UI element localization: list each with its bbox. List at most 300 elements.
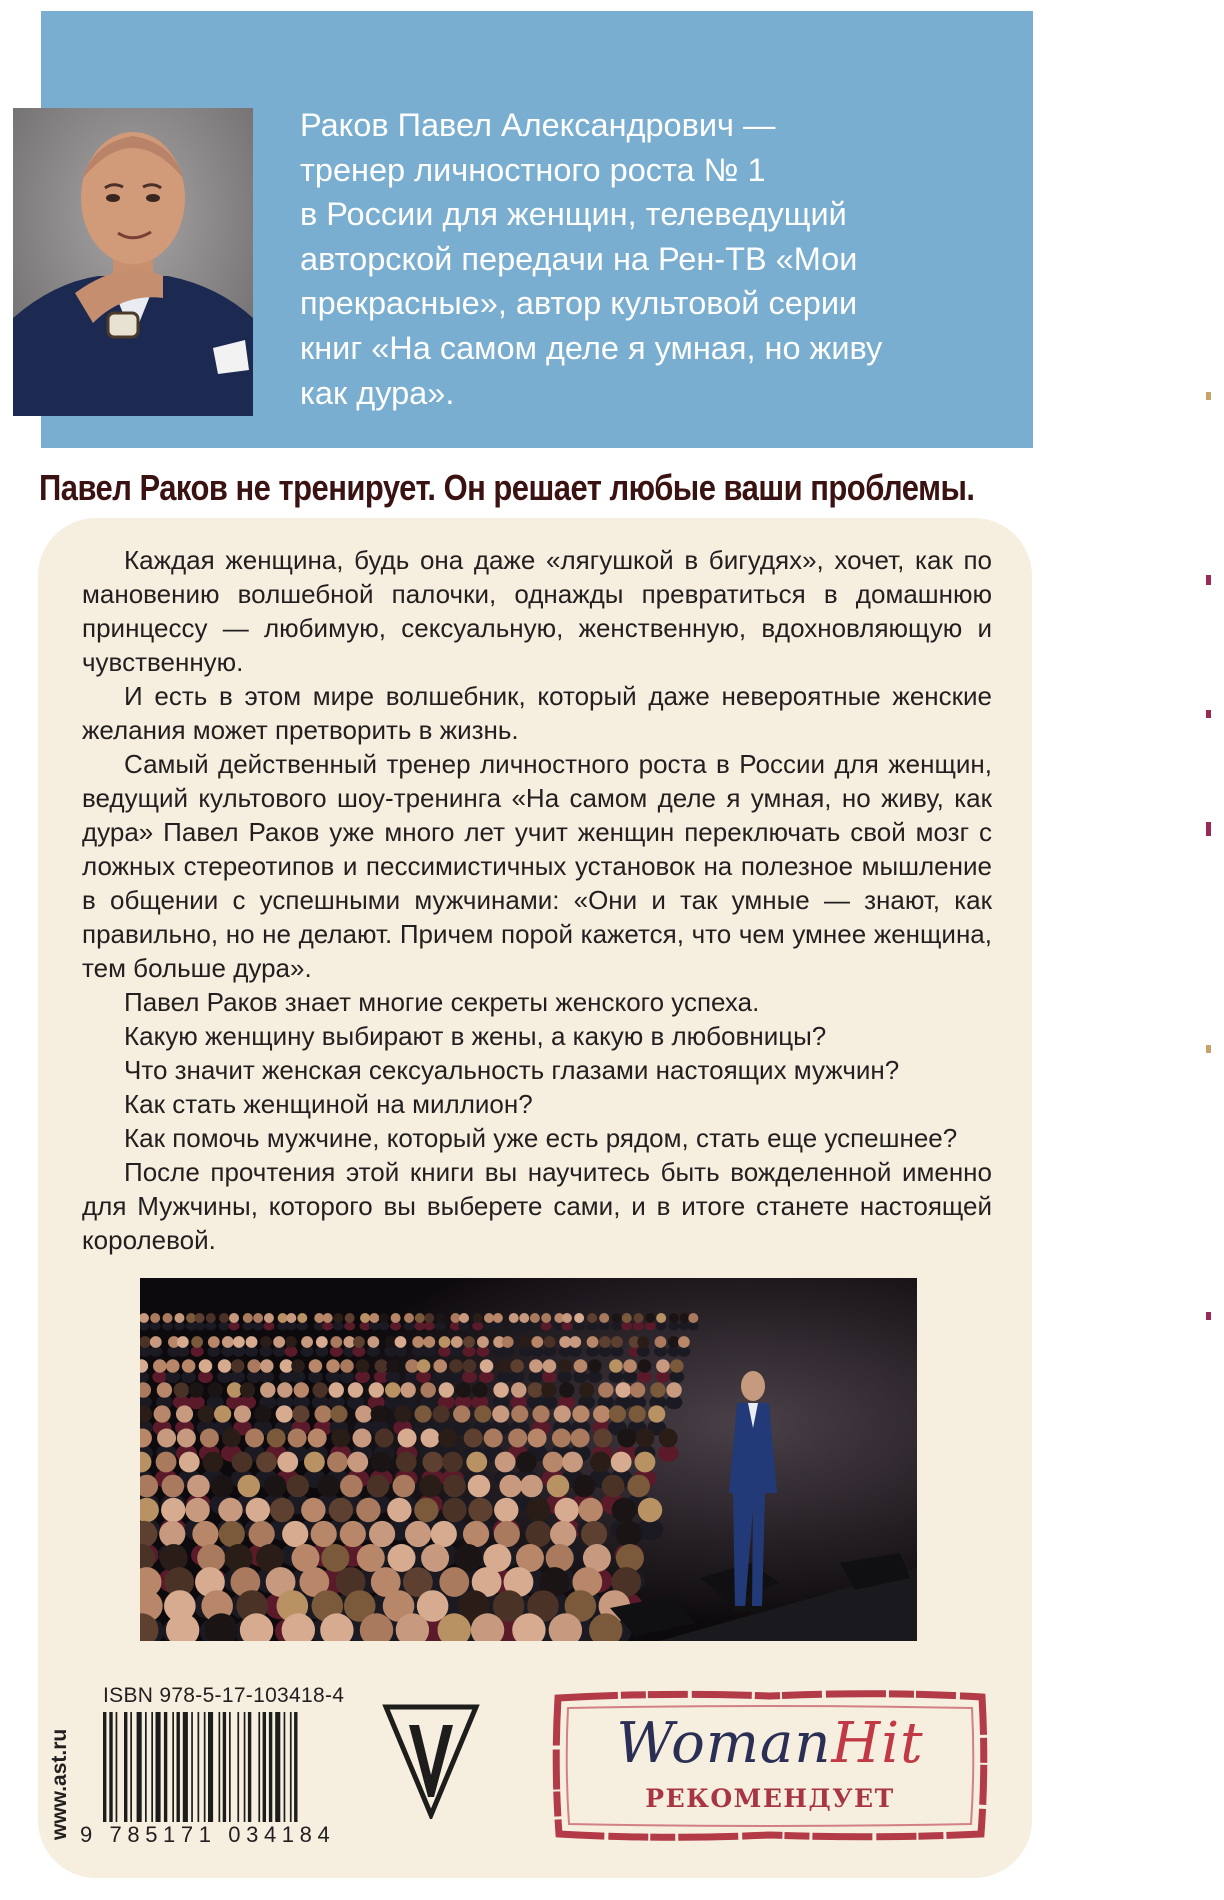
barcode-bar	[191, 1712, 193, 1822]
audience-head	[388, 1544, 416, 1572]
audience-head	[163, 1313, 173, 1323]
audience-head	[294, 1382, 309, 1397]
audience-head	[219, 1313, 229, 1323]
audience-head	[234, 1405, 251, 1422]
audience-head	[511, 1382, 526, 1397]
audience-head	[472, 1382, 487, 1397]
audience-head	[599, 1313, 609, 1323]
audience-head	[615, 1382, 630, 1397]
audience-head	[495, 1452, 516, 1473]
bio-line: прекрасные», автор культовой серии	[300, 285, 858, 322]
audience-head	[333, 1313, 343, 1323]
audience-head	[509, 1313, 519, 1323]
description-paragraph: Каждая женщина, будь она даже «лягушкой в бигудях», хочет, как по мановению волшебной палочки, однажды превратиться в домашнюю принцессу — любимую, сексуальную, женственную, вдохновляющую и чувственную.	[82, 545, 992, 677]
audience-head	[186, 1313, 196, 1323]
bio-line: тренер личностного роста № 1	[300, 151, 766, 188]
audience-head	[331, 1429, 350, 1448]
audience-head	[578, 1498, 602, 1522]
audience-head	[348, 1382, 363, 1397]
audience-head	[327, 1452, 348, 1473]
audience-head	[433, 1359, 447, 1373]
audience-head	[177, 1336, 189, 1348]
description-paragraph: И есть в этом мире волшебник, который даже невероятные женские желания может претворить в жизнь.	[82, 681, 992, 745]
audience-head	[174, 1382, 189, 1397]
audience-head	[414, 1498, 438, 1522]
audience-head	[494, 1498, 518, 1522]
audience-head	[439, 1336, 451, 1348]
audience-head	[198, 1405, 215, 1422]
barcode-bar	[263, 1712, 266, 1822]
audience-head	[678, 1336, 690, 1348]
audience-head	[473, 1313, 483, 1323]
audience-head	[189, 1382, 204, 1397]
audience-head	[157, 1382, 172, 1397]
audience-head	[286, 1313, 296, 1323]
audience-head	[550, 1521, 576, 1547]
audience-head	[668, 1336, 680, 1348]
audience-head	[562, 1452, 583, 1473]
edge-trim-mark	[1206, 392, 1211, 400]
audience-head	[206, 1313, 216, 1323]
audience-head	[285, 1336, 297, 1348]
portrait-illustration	[13, 108, 253, 416]
audience-head	[609, 1359, 623, 1373]
audience-head	[438, 1429, 457, 1448]
barcode-bar	[208, 1712, 213, 1822]
audience-head	[541, 1382, 556, 1397]
audience-head	[355, 1405, 372, 1422]
audience-head	[323, 1313, 333, 1323]
audience-head	[450, 1313, 460, 1323]
audience-head	[330, 1405, 347, 1422]
audience-head	[369, 1521, 395, 1547]
audience-head	[379, 1313, 389, 1323]
audience-head	[208, 1382, 223, 1397]
audience-head	[243, 1313, 253, 1323]
audience-head	[316, 1336, 328, 1348]
audience-head	[516, 1452, 537, 1473]
audience-head	[529, 1359, 543, 1373]
audience-head	[443, 1475, 466, 1498]
barcode-bar	[137, 1712, 142, 1822]
barcode-bar	[275, 1712, 280, 1822]
stamp-brand-woman: Woman	[616, 1711, 832, 1776]
audience-head	[474, 1405, 491, 1422]
audience-head	[627, 1475, 650, 1498]
audience-head	[254, 1405, 271, 1422]
audience-head	[466, 1452, 487, 1473]
audience-head	[421, 1544, 449, 1572]
audience-head	[635, 1452, 656, 1473]
audience-head	[219, 1521, 245, 1547]
audience-head	[191, 1336, 203, 1348]
barcode-bar	[156, 1712, 161, 1822]
description-paragraph: Как стать женщиной на миллион?	[124, 1089, 533, 1119]
audience-head	[611, 1313, 621, 1323]
audience-head	[240, 1382, 255, 1397]
audience-head	[154, 1405, 171, 1422]
audience-head	[317, 1475, 340, 1498]
audience-head	[395, 1336, 407, 1348]
audience-head	[386, 1359, 400, 1373]
audience-head	[587, 1313, 597, 1323]
audience-head	[385, 1382, 400, 1397]
audience-head	[218, 1359, 232, 1373]
audience-head	[176, 1405, 193, 1422]
audience-head	[616, 1521, 642, 1547]
audience-head	[547, 1475, 570, 1498]
audience-head	[292, 1405, 309, 1422]
bio-line: Раков Павел Александрович —	[300, 107, 776, 143]
audience-head	[260, 1359, 274, 1373]
audience-head	[375, 1359, 389, 1373]
audience-head	[177, 1429, 196, 1448]
v-triangle-logo-icon	[382, 1703, 480, 1819]
audience-head	[656, 1313, 666, 1323]
audience-head	[412, 1336, 424, 1348]
description-text	[82, 543, 992, 1257]
audience-head	[329, 1498, 353, 1522]
barcode-bar	[269, 1712, 272, 1822]
audience-head	[229, 1313, 239, 1323]
audience-head	[468, 1475, 491, 1498]
audience-head	[508, 1429, 527, 1448]
audience-head	[367, 1475, 390, 1498]
barcode-bar	[248, 1712, 251, 1822]
audience-head	[559, 1336, 571, 1348]
audience-head	[612, 1498, 636, 1522]
audience-head	[442, 1498, 466, 1522]
audience-head	[622, 1313, 632, 1323]
barcode-bar	[145, 1712, 147, 1822]
audience-head	[329, 1382, 344, 1397]
audience-head	[277, 1452, 298, 1473]
audience-head	[617, 1429, 636, 1448]
headline: Павел Раков не тренирует. Он решает любые ваши проблемы.	[39, 467, 975, 508]
barcode-bar	[290, 1712, 292, 1822]
audience-head	[182, 1359, 196, 1373]
barcode-bar	[204, 1712, 206, 1822]
barcode-bar	[109, 1712, 112, 1822]
barcode-bar	[130, 1712, 132, 1822]
audience-head	[419, 1475, 442, 1498]
audience-head	[218, 1498, 242, 1522]
audience-head	[670, 1359, 684, 1373]
audience-head	[645, 1313, 655, 1323]
audience-head	[569, 1336, 581, 1348]
audience-head	[650, 1382, 665, 1397]
audience-head	[541, 1313, 551, 1323]
audience-head	[260, 1382, 275, 1397]
audience-head	[552, 1429, 571, 1448]
audience-head	[314, 1405, 331, 1422]
audience-head	[222, 1429, 241, 1448]
audience-head	[159, 1521, 185, 1547]
stamp-brand	[550, 1712, 990, 1776]
audience-head	[396, 1452, 417, 1473]
audience-head	[574, 1313, 584, 1323]
edge-trim-mark	[1206, 1045, 1211, 1053]
audience-head	[280, 1359, 294, 1373]
barcode-bar	[223, 1712, 226, 1822]
audience-head	[330, 1336, 342, 1348]
audience-head	[150, 1313, 160, 1323]
stamp-recommends-label: РЕКОМЕНДУЕТ	[645, 1784, 895, 1813]
audience-head	[340, 1475, 363, 1498]
audience-head	[432, 1405, 449, 1422]
audience-head	[398, 1429, 417, 1448]
barcode-bar	[198, 1712, 200, 1822]
audience-head	[214, 1405, 231, 1422]
audience-head	[249, 1521, 275, 1547]
audience-head	[367, 1336, 379, 1348]
audience-head	[480, 1359, 494, 1373]
audience-head	[593, 1405, 610, 1422]
audience-head	[499, 1475, 522, 1498]
bio-line: как дура».	[300, 374, 455, 411]
audience-head	[573, 1475, 596, 1498]
audience-head	[611, 1336, 623, 1348]
audience-head	[528, 1382, 543, 1397]
barcode-bar	[237, 1712, 239, 1822]
audience-head	[477, 1336, 489, 1348]
audience-head	[656, 1359, 670, 1373]
stage-audience-photo	[140, 1278, 917, 1641]
audience-head	[309, 1359, 323, 1373]
barcode-digits: 9 785171 034184	[80, 1822, 336, 1847]
audience-head	[153, 1359, 167, 1373]
audience-head	[195, 1313, 205, 1323]
audience-head	[202, 1452, 223, 1473]
audience-head	[282, 1521, 308, 1547]
audience-head	[688, 1313, 698, 1323]
audience-head	[264, 1313, 274, 1323]
description-paragraph: Павел Раков знает многие секреты женского успеха.	[124, 987, 760, 1017]
audience-head	[253, 1313, 263, 1323]
description-paragraph: Как помочь мужчине, который уже есть рядом, стать еще успешнее?	[124, 1123, 958, 1153]
barcode-bar	[183, 1712, 188, 1822]
audience-head	[609, 1405, 626, 1422]
audience-head	[273, 1336, 285, 1348]
audience-head	[599, 1336, 611, 1348]
audience-head	[208, 1336, 220, 1348]
audience-head	[356, 1498, 380, 1522]
audience-head	[357, 1544, 385, 1572]
audience-head	[659, 1429, 678, 1448]
publisher-website: www.ast.ru	[48, 1728, 71, 1840]
audience-head	[185, 1498, 209, 1522]
audience-head	[270, 1498, 294, 1522]
audience-head	[528, 1429, 547, 1448]
audience-head	[449, 1359, 463, 1373]
audience-head	[562, 1313, 572, 1323]
audience-head	[394, 1405, 411, 1422]
bio-line: в России для женщин, телеведущий	[300, 196, 847, 233]
audience-head	[463, 1336, 475, 1348]
audience-head	[554, 1405, 571, 1422]
barcode-bar	[229, 1712, 231, 1822]
audience-head	[451, 1336, 463, 1348]
audience-head	[311, 1521, 337, 1547]
audience-head	[420, 1382, 435, 1397]
author-bio-text	[300, 103, 1010, 415]
audience-head	[301, 1498, 325, 1522]
audience-head	[161, 1498, 185, 1522]
audience-head	[179, 1452, 200, 1473]
edge-trim-mark	[1206, 1312, 1211, 1320]
audience-head	[598, 1382, 613, 1397]
audience-head	[602, 1475, 625, 1498]
barcode-bar	[116, 1712, 118, 1822]
audience-head	[312, 1382, 327, 1397]
audience-head	[611, 1452, 632, 1473]
audience-head	[222, 1336, 234, 1348]
audience-head	[417, 1359, 431, 1373]
audience-head	[464, 1429, 483, 1448]
audience-head	[484, 1313, 494, 1323]
audience-head	[231, 1359, 245, 1373]
audience-head	[387, 1498, 411, 1522]
audience-head	[435, 1313, 445, 1323]
audience-head	[510, 1359, 524, 1373]
audience-head	[484, 1429, 503, 1448]
audience-head	[166, 1359, 180, 1373]
audience-head	[526, 1498, 550, 1522]
audience-head	[439, 1382, 454, 1397]
audience-head	[593, 1429, 612, 1448]
audience-head	[353, 1336, 365, 1348]
audience-head	[669, 1313, 679, 1323]
barcode-bar	[284, 1712, 286, 1822]
audience-head	[459, 1313, 469, 1323]
audience-head	[192, 1521, 218, 1547]
audience-head	[637, 1336, 649, 1348]
audience-head	[581, 1521, 607, 1547]
audience-head	[301, 1336, 313, 1348]
audience-head	[463, 1359, 477, 1373]
audience-head	[554, 1498, 578, 1522]
audience-head	[391, 1313, 401, 1323]
audience-head	[291, 1359, 305, 1373]
stamp-brand-hit: Hit	[831, 1711, 924, 1776]
audience-head	[211, 1475, 234, 1498]
isbn-number: ISBN 978-5-17-103418-4	[103, 1684, 345, 1707]
audience-head	[468, 1498, 492, 1522]
audience-head	[345, 1313, 355, 1323]
audience-head	[511, 1405, 528, 1422]
audience-head	[156, 1452, 177, 1473]
audience-head	[246, 1498, 270, 1522]
audience-head	[680, 1313, 690, 1323]
audience-head	[187, 1475, 210, 1498]
audience-head	[635, 1429, 654, 1448]
audience-head	[519, 1313, 529, 1323]
audience-head	[423, 1336, 435, 1348]
audience-head	[286, 1475, 309, 1498]
isbn-barcode	[103, 1712, 353, 1822]
audience-head	[340, 1359, 354, 1373]
audience-head	[200, 1429, 219, 1448]
audience-head	[638, 1359, 652, 1373]
barcode-bar	[151, 1712, 153, 1822]
audience-head	[405, 1521, 431, 1547]
barcode-bar	[103, 1712, 106, 1822]
audience-head	[237, 1475, 260, 1498]
audience-head	[371, 1405, 388, 1422]
bio-line: авторской передачи на Рен-ТВ «Мои	[300, 240, 858, 277]
audience-head	[414, 1405, 431, 1422]
audience-head	[157, 1429, 176, 1448]
audience-head	[456, 1382, 471, 1397]
audience-head	[267, 1429, 286, 1448]
audience-head	[502, 1336, 514, 1348]
audience-head	[655, 1336, 667, 1348]
audience-head	[530, 1313, 540, 1323]
audience-head	[246, 1336, 258, 1348]
audience-head	[400, 1382, 415, 1397]
stage-illustration	[140, 1278, 917, 1641]
barcode-bar	[219, 1712, 221, 1822]
audience-head	[574, 1359, 588, 1373]
edge-trim-mark	[1206, 575, 1211, 585]
audience-head	[371, 1452, 392, 1473]
womanhit-recommends-stamp	[550, 1688, 990, 1843]
audience-head	[256, 1452, 277, 1473]
audience-head	[629, 1405, 646, 1422]
audience-head	[493, 1382, 508, 1397]
audience-head	[288, 1429, 307, 1448]
audience-head	[340, 1521, 366, 1547]
audience-head	[648, 1405, 665, 1422]
audience-head	[543, 1452, 564, 1473]
audience-head	[571, 1429, 590, 1448]
audience-head	[520, 1336, 532, 1348]
barcode-bar	[164, 1712, 167, 1822]
audience-head	[404, 1313, 414, 1323]
audience-head	[278, 1313, 288, 1323]
audience-head	[277, 1382, 292, 1397]
audience-head	[247, 1359, 261, 1373]
audience-head	[492, 1405, 509, 1422]
audience-head	[630, 1382, 645, 1397]
audience-head	[308, 1429, 327, 1448]
audience-head	[579, 1382, 594, 1397]
audience-head	[590, 1452, 611, 1473]
audience-head	[353, 1429, 372, 1448]
audience-head	[174, 1313, 184, 1323]
audience-head	[347, 1452, 368, 1473]
audience-head	[544, 1336, 556, 1348]
audience-head	[264, 1475, 287, 1498]
audience-head	[392, 1475, 415, 1498]
barcode-bar	[258, 1712, 260, 1822]
audience-head	[375, 1429, 394, 1448]
audience-head	[638, 1498, 662, 1522]
audience-head	[369, 1313, 379, 1323]
barcode-bar	[172, 1712, 174, 1822]
audience-head	[494, 1521, 520, 1547]
audience-head	[531, 1336, 543, 1348]
audience-head	[666, 1382, 681, 1397]
audience-head	[421, 1429, 440, 1448]
audience-head	[233, 1336, 245, 1348]
audience-head	[543, 1359, 557, 1373]
edge-trim-mark	[1206, 822, 1211, 836]
audience-head	[422, 1452, 443, 1473]
bio-line: книг «На самом деле я умная, но живу	[300, 329, 883, 366]
author-portrait-photo	[13, 108, 253, 416]
audience-head	[232, 1452, 253, 1473]
